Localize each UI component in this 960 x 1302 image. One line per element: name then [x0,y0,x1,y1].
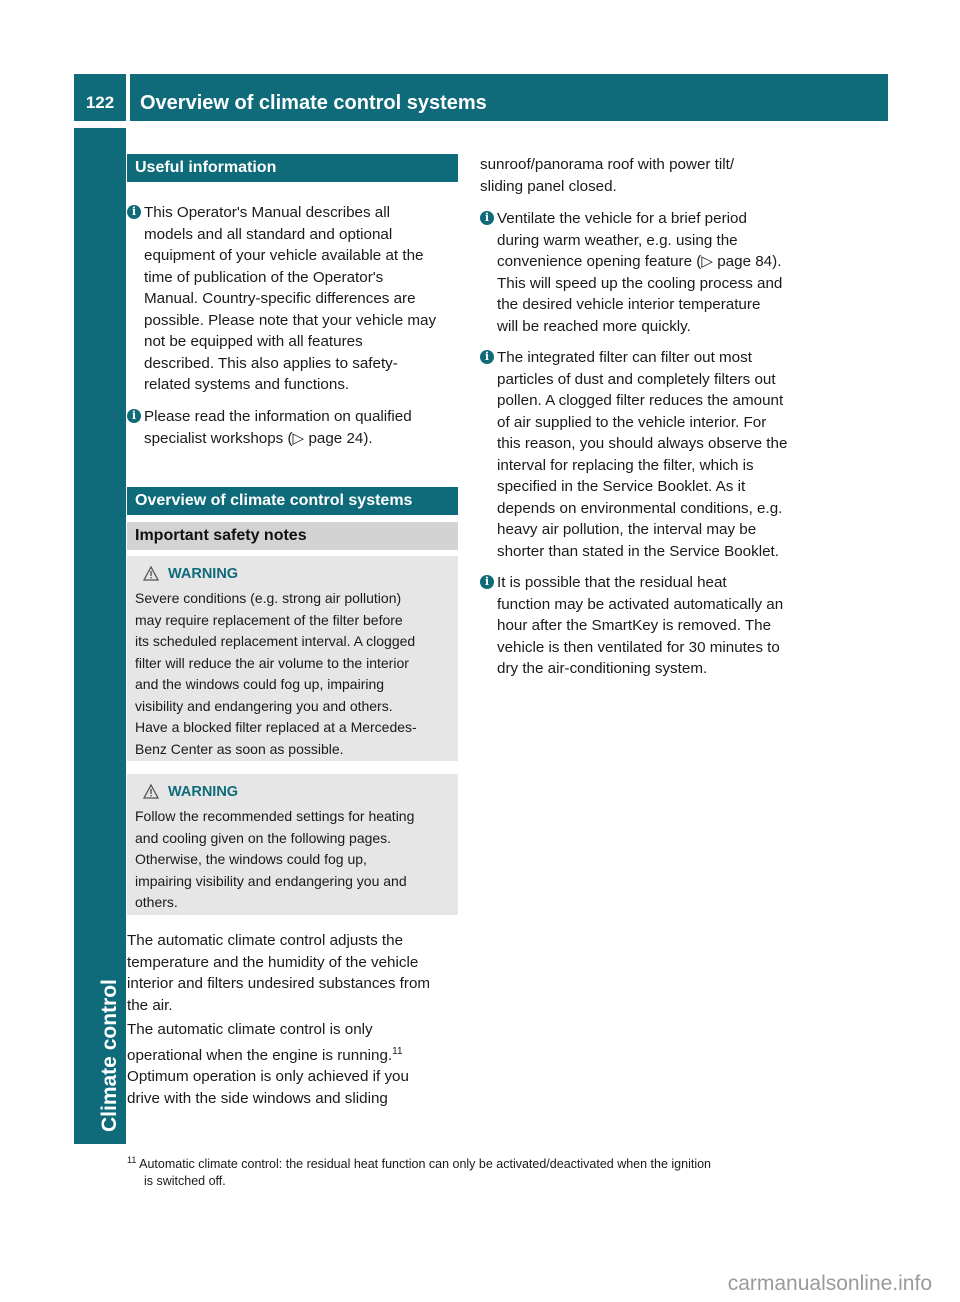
text-line: temperature and the humidity of the vehicle [127,953,419,971]
text-line: this reason, you should always observe the [497,435,788,452]
warning-triangle-icon [143,566,159,581]
text-line: interval for replacing the filter, which is [497,456,754,474]
chapter-label-wrap [74,128,126,1144]
text-line: hour after the SmartKey is removed. The [497,617,772,634]
text-line: others. [135,894,178,910]
text-line: equipment of your vehicle available at the [144,247,424,264]
info-icon: i [480,350,494,364]
text-line: Please read the information on qualified [144,408,412,425]
text-line: Manual. Country-specific differences are [144,290,416,307]
text-line: and cooling given on the following pages. [135,829,392,846]
text-line: sunroof/panorama roof with power tilt/ [480,156,735,173]
body-paragraph-climate-adjusts [127,930,467,1016]
text-line: time of publication of the Operator's [144,268,384,286]
text-line: function may be activated automatically an [497,595,784,613]
text-line: visibility and endangering you and others. [135,697,393,714]
info-note-lines [144,202,484,396]
chapter-label: Climate control [98,979,121,1132]
info-icon: i [480,575,494,589]
text-line: not be equipped with all features [144,333,363,350]
section-heading-useful-information: Useful information [127,154,458,182]
info-note-ventilate [480,208,837,337]
warning-header [135,564,450,584]
footnote [127,1152,817,1190]
info-icon: i [127,205,141,219]
info-note-lines [497,572,837,680]
subheading-safety-notes: Important safety notes [127,522,458,550]
text-line: The integrated filter can filter out most [497,349,752,366]
warning-text [135,806,450,914]
info-note-lines [497,347,837,562]
text-line: interior and filters undesired substances from [127,975,431,992]
text-line: may require replacement of the filter before [135,611,403,628]
text-line: during warm weather, e.g. using the [497,231,738,249]
text-line: Ventilate the vehicle for a brief period [497,210,747,227]
body-line-text: operational when the engine is running. [127,1046,393,1064]
footnote-text: Automatic climate control: the residual heat function can only be activated/deactivated when the ignition [139,1157,712,1172]
watermark: carmanualsonline.info [727,1272,932,1295]
text-line: Severe conditions (e.g. strong air pollution) [135,590,402,606]
warning-title: WARNING [168,784,239,800]
text-line: Have a blocked filter replaced at a Mercedes- [135,719,417,735]
text-line: of air supplied to the vehicle interior. For [497,413,767,431]
text-line: described. This also applies to safety- [144,354,398,372]
warning-box-settings [127,774,458,915]
text-line: models and all standard and optional [144,225,393,243]
text-line: Otherwise, the windows could fog up, [135,851,367,867]
text-line: Optimum operation is only achieved if you [127,1068,409,1086]
info-note-residual-heat [480,572,837,680]
text-line: sliding panel closed. [480,177,617,195]
text-line: shorter than stated in the Service Booklet. [497,542,779,560]
text-line: its scheduled replacement interval. A clogged [135,633,416,649]
text-line: impairing visibility and endangering you and [135,872,407,889]
body-paragraph-engine-running [127,1019,467,1109]
warning-header [135,782,450,802]
footnote-line [127,1152,817,1173]
info-note-lines [144,406,484,449]
text-line: vehicle is then ventilated for 30 minutes to [497,638,780,656]
text-line: will be reached more quickly. [497,317,691,335]
text-line: possible. Please note that your vehicle may [144,311,437,329]
text-line: depends on environmental conditions, e.g. [497,499,783,517]
text-line: drive with the side windows and sliding [127,1089,388,1107]
info-icon: i [127,409,141,423]
text-line: specified in the Service Booklet. As it [497,478,746,495]
text-line: Benz Center as soon as possible. [135,740,344,757]
text-line: convenience opening feature (▷ page 84). [497,253,782,270]
page-number: 122 [85,93,115,112]
text-line: pollen. A clogged filter reduces the amount [497,392,784,409]
warning-triangle-icon [143,784,159,799]
chapter-side-tab [74,128,126,1144]
section-heading-overview: Overview of climate control systems [127,487,458,515]
text-line: particles of dust and completely filters out [497,370,776,388]
page-header [74,74,888,121]
text-line: This will speed up the cooling process and [497,274,783,292]
info-note-filter [480,347,837,562]
text-line: the air. [127,996,173,1014]
footnote-ref[interactable]: 11 [392,1045,403,1057]
text-line: and the windows could fog up, impairing [135,676,385,692]
text-line: Follow the recommended settings for heating [135,808,415,824]
text-line: The automatic climate control adjusts the [127,932,404,949]
page-title: Overview of climate control systems [140,92,487,114]
continued-paragraph [480,154,820,197]
info-note-manual-scope [127,202,484,396]
footnote-marker: 11 [127,1155,137,1165]
warning-box-filter [127,556,458,761]
warning-text [135,588,450,760]
body-line-with-footnote [127,1041,467,1067]
info-note-workshops [127,406,484,449]
info-note-lines [497,208,837,337]
text-line: related systems and functions. [144,376,350,393]
text-line: heavy air pollution, the interval may be [497,521,757,538]
footnote-line: is switched off. [144,1174,226,1189]
text-line: It is possible that the residual heat [497,574,727,591]
body-line: The automatic climate control is only [127,1021,373,1038]
warning-title: WARNING [168,566,239,582]
text-line: specialist workshops (▷ page 24). [144,429,373,447]
text-line: This Operator's Manual describes all [144,204,391,221]
body-lines [127,1066,467,1109]
text-line: the desired vehicle interior temperature [497,296,761,313]
text-line: dry the air-conditioning system. [497,660,708,677]
info-icon: i [480,211,494,225]
text-line: filter will reduce the air volume to the interior [135,654,409,671]
header-divider [126,74,130,121]
